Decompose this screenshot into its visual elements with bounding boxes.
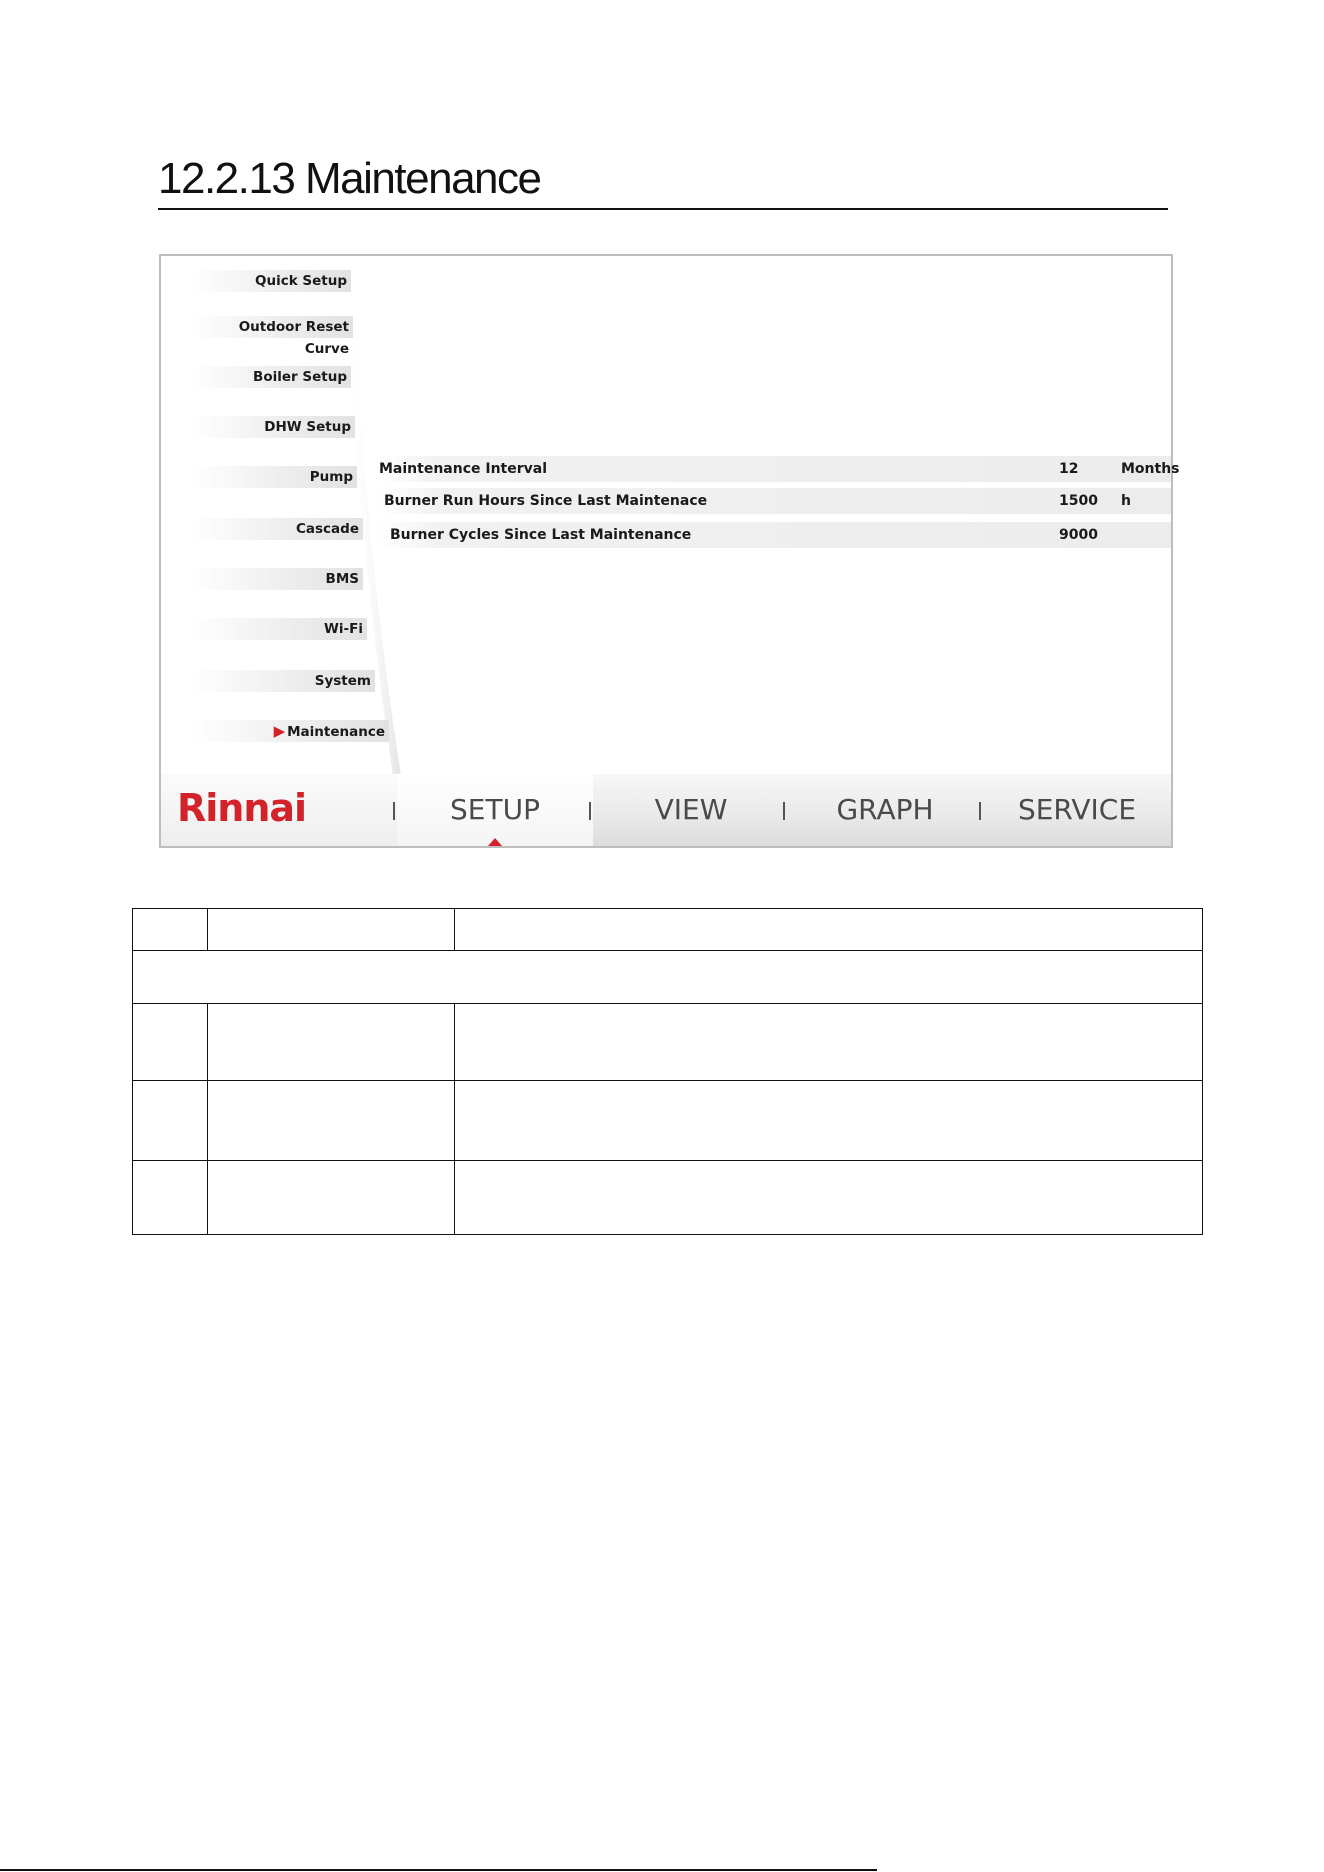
tab-label: GRAPH [836, 793, 934, 826]
menu-item-bms[interactable] [191, 568, 363, 590]
table-header-cell [208, 909, 455, 951]
menu-item-label: Outdoor Reset Curve [238, 319, 349, 357]
table-row [133, 1080, 1203, 1160]
tab-separator [979, 802, 981, 820]
tab-separator [393, 802, 395, 820]
table-row [133, 1004, 1203, 1080]
param-value[interactable]: 9000 [1059, 527, 1098, 543]
tab-separator [589, 802, 591, 820]
menu-item-label: Quick Setup [254, 273, 347, 289]
table-header-row [133, 909, 1203, 951]
menu-item-system[interactable] [191, 670, 375, 692]
table-cell [455, 1004, 1203, 1080]
logo-area [161, 774, 397, 846]
active-tab-marker-icon [488, 838, 502, 846]
table-cell [208, 1080, 455, 1160]
param-label: Burner Cycles Since Last Maintenance [390, 527, 692, 543]
table-cell [133, 1160, 208, 1234]
tab-graph[interactable] [789, 774, 981, 846]
menu-item-label: Maintenance [287, 724, 385, 740]
menu-item-cascade[interactable] [191, 518, 363, 540]
table-cell [208, 1160, 455, 1234]
menu-item-outdoor-reset-curve[interactable] [191, 316, 353, 357]
menu-item-wi-fi[interactable] [191, 618, 367, 640]
param-unit: h [1121, 493, 1131, 509]
controller-screen [159, 254, 1180, 848]
param-label: Burner Run Hours Since Last Maintenace [384, 493, 708, 509]
tab-label: VIEW [654, 793, 728, 826]
param-label: Maintenance Interval [379, 461, 548, 477]
tab-label: SETUP [450, 793, 540, 826]
param-value[interactable]: 1500 [1059, 493, 1098, 509]
table-cell [208, 1004, 455, 1080]
tab-separator [783, 802, 785, 820]
table-cell [133, 1004, 208, 1080]
footer-rule [0, 1869, 877, 1871]
menu-item-label: Boiler Setup [253, 369, 347, 385]
section-heading: 12.2.13 Maintenance [158, 154, 541, 203]
tab-service[interactable] [983, 774, 1171, 846]
table-section-row [133, 951, 1203, 1004]
bottom-navigation-bar [161, 774, 1171, 846]
menu-item-quick-setup[interactable] [191, 270, 351, 292]
menu-item-label: Pump [309, 469, 353, 485]
param-burner-cycles[interactable] [379, 522, 1171, 548]
table-header-cell [133, 909, 208, 951]
table-section-cell [133, 951, 1203, 1004]
tab-setup[interactable] [397, 774, 593, 846]
menu-item-boiler-setup[interactable] [191, 366, 351, 388]
brand-logo: Rinnai [177, 786, 307, 830]
table-header-cell [455, 909, 1203, 951]
menu-item-label: DHW Setup [264, 419, 351, 435]
menu-item-label: System [314, 673, 371, 689]
heading-underline [158, 208, 1168, 210]
menu-item-label: Cascade [296, 521, 359, 537]
tab-label: SERVICE [1017, 793, 1137, 826]
table-cell [133, 1080, 208, 1160]
param-unit: Months [1121, 461, 1180, 477]
menu-item-maintenance[interactable] [191, 720, 389, 742]
parameter-description-table [132, 908, 1203, 1235]
table-cell [455, 1080, 1203, 1160]
param-burner-run-hours[interactable] [379, 488, 1171, 514]
param-value[interactable]: 12 [1059, 461, 1079, 477]
tab-view[interactable] [593, 774, 789, 846]
menu-item-label: BMS [325, 571, 359, 587]
menu-item-label: Wi-Fi [324, 621, 363, 637]
table-row [133, 1160, 1203, 1234]
param-maintenance-interval[interactable] [379, 456, 1180, 482]
table-cell [455, 1160, 1203, 1234]
selected-arrow-icon: ▶ [273, 722, 286, 740]
menu-item-pump[interactable] [191, 466, 357, 488]
menu-item-dhw-setup[interactable] [191, 416, 355, 438]
